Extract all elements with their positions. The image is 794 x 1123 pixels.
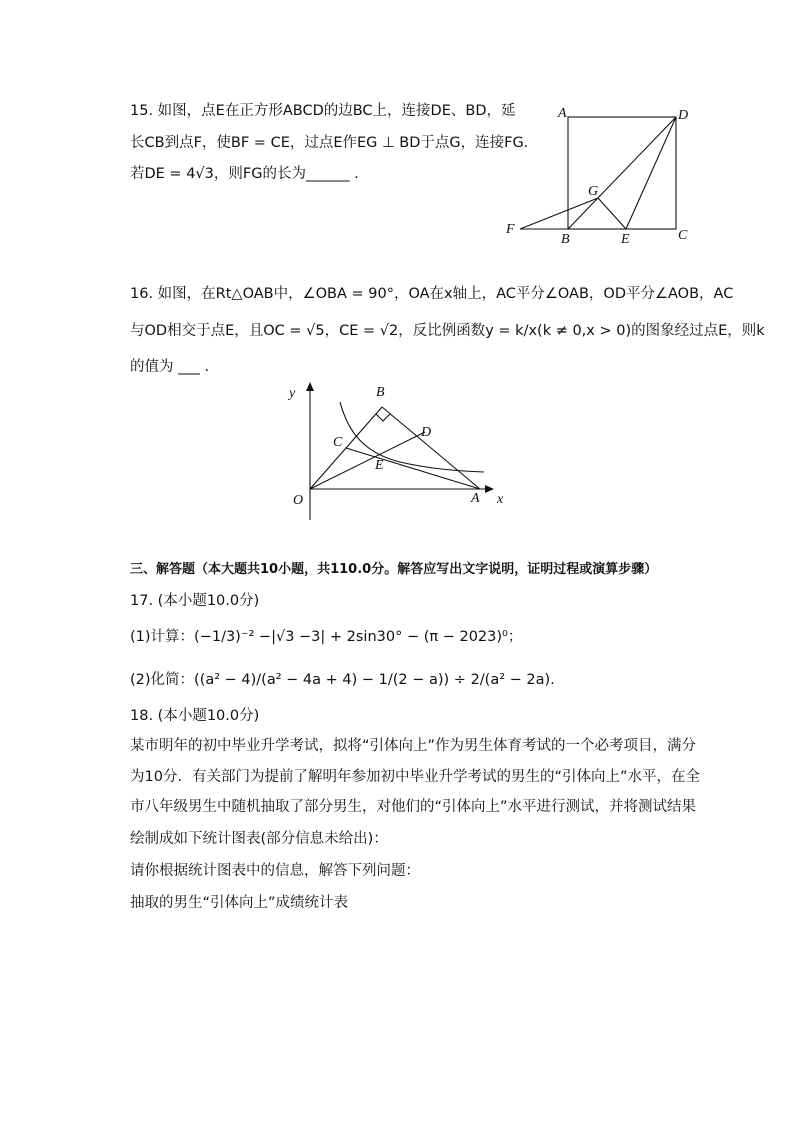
q17-part-2: (2)化简：((a² − 4)/(a² − 4a + 4) − 1/(2 − a)) ÷ 2/(a² − 2a).	[130, 672, 555, 688]
label-o: O	[293, 493, 304, 508]
segment-bd	[568, 117, 676, 229]
q18-title: 18. (本小题10.0分)	[130, 708, 260, 724]
segment-eg	[598, 198, 626, 229]
label-a: A	[558, 106, 567, 121]
q15-line-3: 若DE = 4√3，则FG的长为______ .	[130, 166, 359, 182]
q16-line-3: 的值为 ___ .	[130, 359, 210, 375]
label-c: C	[333, 435, 343, 450]
q18-paragraph-line-2: 为10分．有关部门为提前了解明年参加初中毕业升学考试的男生的“引体向上”水平，在全	[130, 769, 700, 785]
segment-ba	[382, 407, 480, 489]
hyperbola-curve	[340, 402, 484, 472]
q15-figure	[500, 100, 700, 250]
label-e: E	[375, 458, 384, 473]
q16-line-2: 与OD相交于点E，且OC = √5，CE = √2，反比例函数y = k/x(k ≠ 0,x > 0)的图象经过点E，则k	[130, 323, 765, 339]
q17-title: 17. (本小题10.0分)	[130, 593, 260, 609]
segment-ca	[346, 448, 480, 489]
q18-paragraph-line-4: 绘制成如下统计图表(部分信息未给出)：	[130, 831, 388, 847]
segment-de	[626, 117, 676, 229]
label-c: C	[678, 228, 688, 243]
label-d: D	[421, 425, 432, 440]
section-3-heading: 三、解答题（本大题共10小题，共110.0分。解答应写出文字说明，证明过程或演算步骤）	[130, 562, 658, 577]
label-g: G	[588, 184, 599, 199]
segment-fg	[520, 198, 598, 229]
q18-paragraph-line-1: 某市明年的初中毕业升学考试，拟将“引体向上”作为男生体育考试的一个必考项目，满分	[130, 738, 697, 754]
q18-paragraph-line-3: 市八年级男生中随机抽取了部分男生，对他们的“引体向上”水平进行测试，并将测试结果	[130, 799, 697, 815]
label-d: D	[678, 108, 689, 123]
label-f: F	[506, 222, 515, 237]
label-b: B	[561, 232, 570, 247]
label-e: E	[621, 232, 630, 247]
q18-instruction: 请你根据统计图表中的信息，解答下列问题：	[130, 863, 420, 879]
segment-od	[310, 432, 425, 489]
x-axis-arrow	[485, 485, 494, 493]
label-b: B	[376, 385, 385, 400]
q16-figure	[280, 380, 520, 525]
q18-table-caption: 抽取的男生“引体向上”成绩统计表	[130, 895, 349, 911]
q15-line-1: 15. 如图，点E在正方形ABCD的边BC上，连接DE、BD，延	[130, 103, 516, 119]
label-y: y	[289, 386, 296, 401]
label-x: x	[497, 492, 504, 507]
label-a: A	[471, 491, 480, 506]
q17-part-1: (1)计算：(−1/3)⁻² −|√3 −3| + 2sin30° − (π − 2023)⁰；	[130, 629, 523, 645]
q15-line-2: 长CB到点F，使BF = CE，过点E作EG ⊥ BD于点G，连接FG.	[130, 135, 529, 151]
right-angle-mark	[376, 414, 390, 421]
y-axis-arrow	[306, 382, 314, 391]
q16-line-1: 16. 如图，在Rt△OAB中，∠OBA = 90°，OA在x轴上，AC平分∠OAB，OD平分∠AOB，AC	[130, 286, 734, 302]
